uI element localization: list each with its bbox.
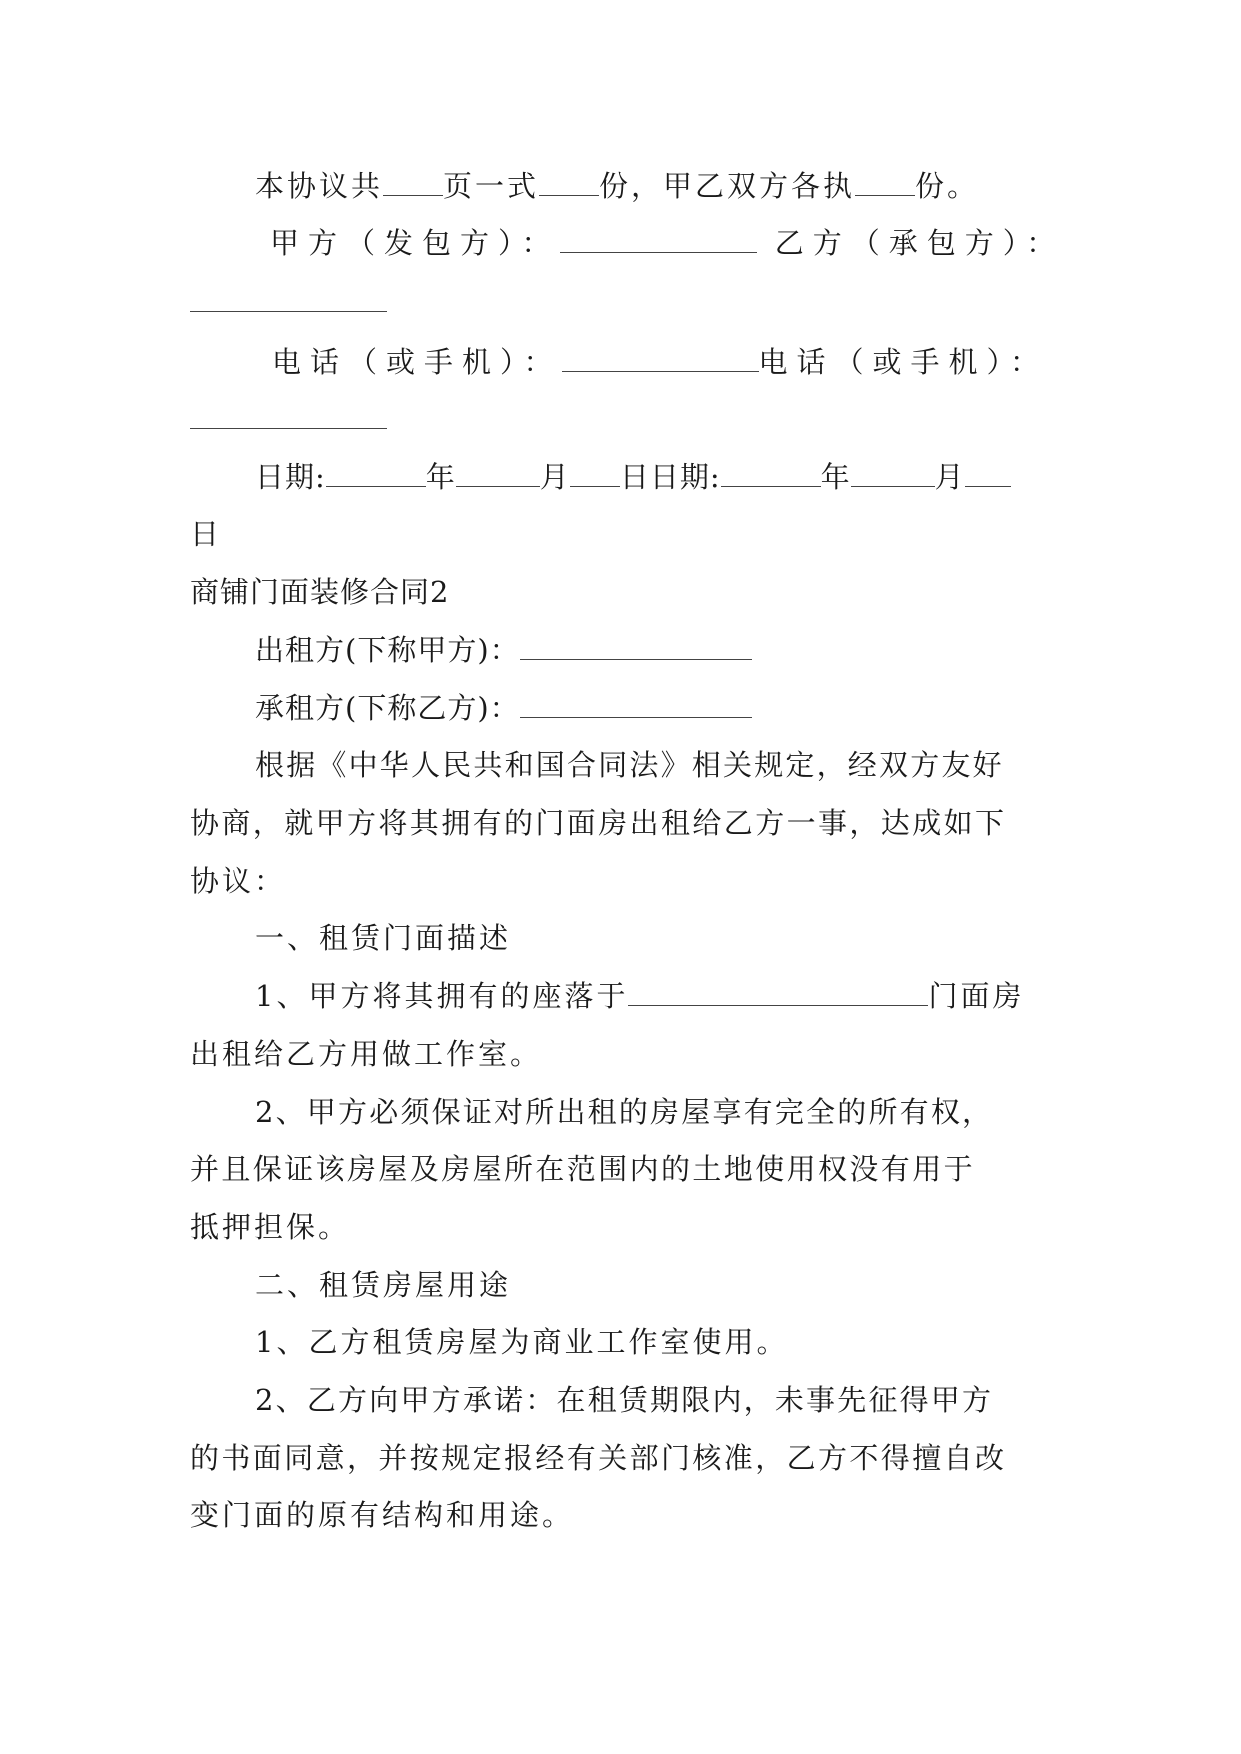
party-signature-line: 甲方（发包方）： 乙方（承包方）： bbox=[270, 226, 1065, 260]
copies-blank[interactable] bbox=[539, 171, 599, 196]
section-1-heading: 一、租赁门面描述 bbox=[255, 921, 512, 955]
clause-1-1: 1、甲方将其拥有的座落于 门面房 bbox=[255, 979, 1025, 1013]
phone-b-blank[interactable] bbox=[190, 428, 387, 429]
month-a-blank[interactable] bbox=[456, 462, 540, 487]
clause-2-2-end: 变门面的原有结构和用途。 bbox=[190, 1498, 575, 1532]
clause-1-2: 2、甲方必须保证对所出租的房屋享有完全的所有权， bbox=[255, 1095, 994, 1129]
party-b-blank[interactable] bbox=[190, 311, 387, 312]
contract-title: 商铺门面装修合同2 bbox=[190, 575, 450, 609]
day-b-blank[interactable] bbox=[965, 462, 1011, 487]
clause-2-1: 1、乙方租赁房屋为商业工作室使用。 bbox=[255, 1325, 789, 1359]
phone-a-blank[interactable] bbox=[562, 347, 759, 372]
clause-2-2: 2、乙方向甲方承诺：在租赁期限内，未事先征得甲方 bbox=[255, 1383, 994, 1417]
clause-2-2-cont: 的书面同意，并按规定报经有关部门核准，乙方不得擅自改 bbox=[190, 1441, 1007, 1475]
lessee-line: 承租方(下称乙方)： bbox=[255, 688, 1050, 728]
party-a-blank[interactable] bbox=[560, 228, 757, 253]
preamble-line-1: 根据《中华人民共和国合同法》相关规定，经双方友好 bbox=[255, 748, 1004, 782]
preamble-line-3: 协议： bbox=[190, 864, 287, 898]
section-2-heading: 二、租赁房屋用途 bbox=[255, 1268, 512, 1302]
lessee-blank[interactable] bbox=[520, 693, 752, 718]
lessor-blank[interactable] bbox=[520, 635, 752, 660]
pages-blank[interactable] bbox=[383, 171, 443, 196]
phone-line: 电话（或手机）： 电话（或手机）： bbox=[272, 345, 1049, 379]
copies-clause: 本协议共 页一式 份，甲乙双方各执 份。 bbox=[255, 169, 980, 203]
day-a-blank[interactable] bbox=[570, 462, 620, 487]
lessor-line: 出租方(下称甲方)： bbox=[255, 630, 1050, 670]
each-copies-blank[interactable] bbox=[855, 171, 915, 196]
preamble-line-2: 协商，就甲方将其拥有的门面房出租给乙方一事，达成如下 bbox=[190, 806, 1007, 840]
year-a-blank[interactable] bbox=[326, 462, 426, 487]
clause-1-1-cont: 出租给乙方用做工作室。 bbox=[190, 1037, 543, 1071]
month-b-blank[interactable] bbox=[851, 462, 935, 487]
clause-1-2-cont: 并且保证该房屋及房屋所在范围内的土地使用权没有用于 bbox=[190, 1152, 976, 1186]
clause-1-2-end: 抵押担保。 bbox=[190, 1210, 351, 1244]
date-line: 日期: 年 月 日日期: 年 月 bbox=[255, 457, 1050, 497]
day-suffix: 日 bbox=[190, 517, 223, 551]
location-blank[interactable] bbox=[628, 981, 928, 1006]
year-b-blank[interactable] bbox=[721, 462, 821, 487]
